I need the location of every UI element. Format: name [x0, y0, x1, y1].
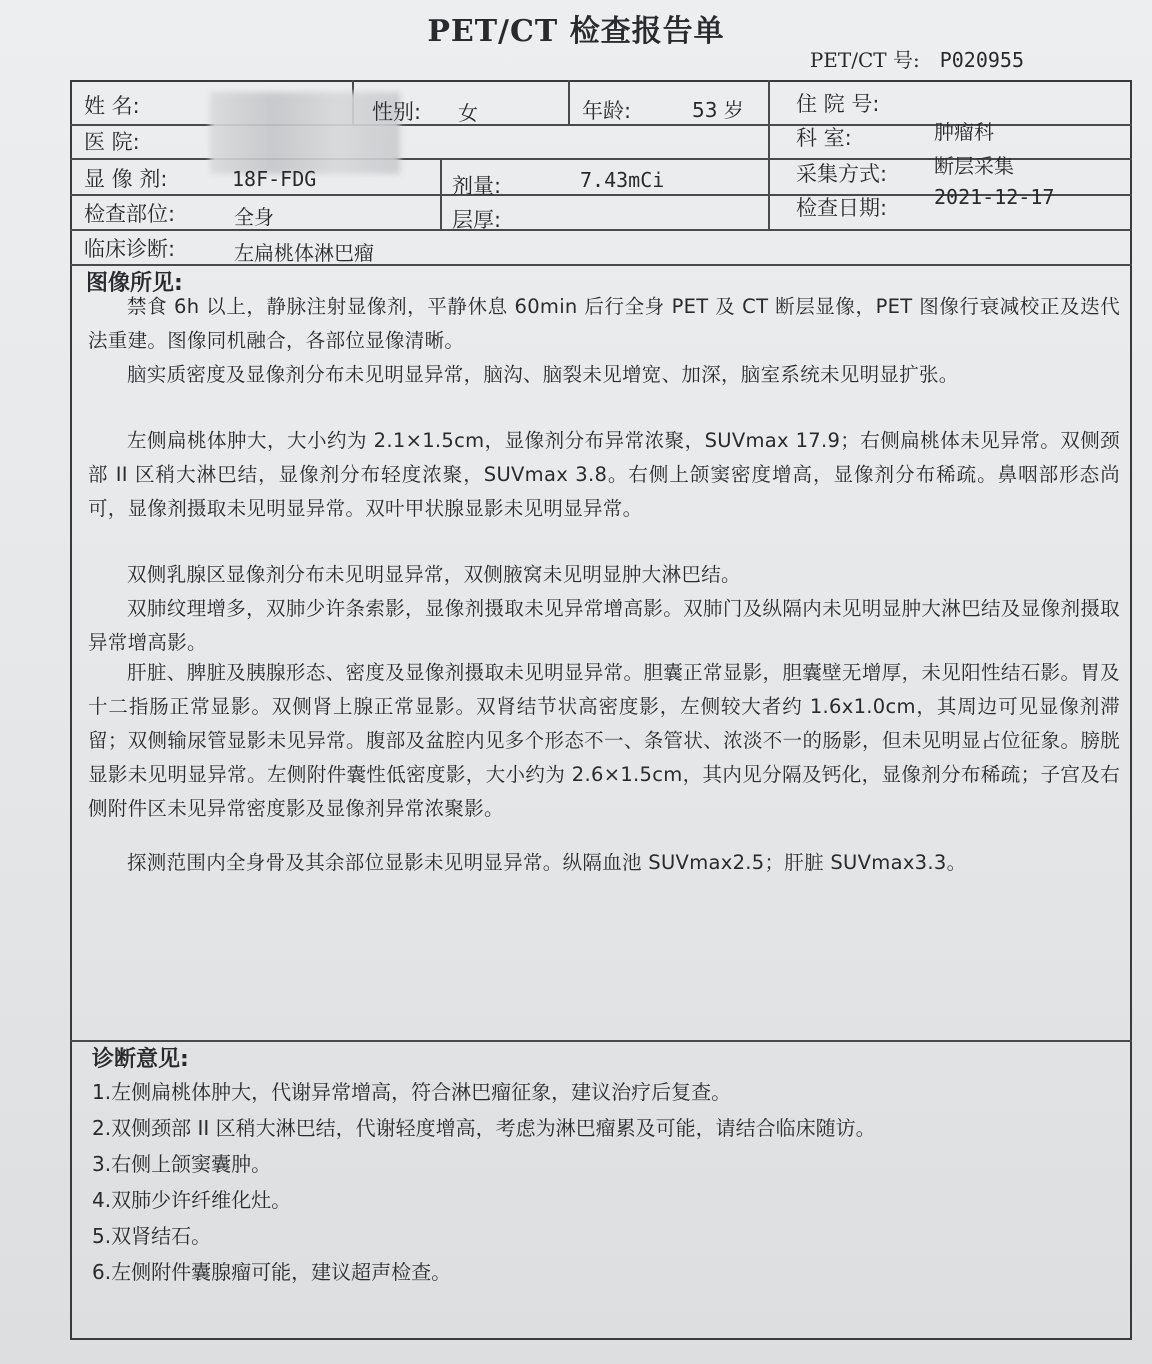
ct-number-label: PET/CT 号: — [809, 48, 920, 72]
diagnosis-item: 4.双肺少许纤维化灶。 — [92, 1188, 292, 1212]
name-label: 姓 名: — [84, 94, 140, 118]
tracer-label: 显 像 剂: — [84, 167, 168, 191]
gender-label: 性别: — [372, 100, 422, 124]
clinical-value: 左扁桃体淋巴瘤 — [234, 241, 374, 265]
diagnosis-list — [92, 1074, 1112, 1290]
acquisition-value: 断层采集 — [934, 154, 1014, 178]
inpatient-label: 住 院 号: — [796, 92, 880, 116]
age-value: 53 岁 — [692, 98, 744, 122]
hospital-label: 医 院: — [84, 130, 140, 154]
age-label: 年龄: — [582, 99, 632, 123]
site-label: 检查部位: — [84, 202, 176, 226]
grid-line — [70, 1040, 1132, 1042]
findings-paragraph: 左侧扁桃体肿大，大小约为 2.1×1.5cm，显像剂分布异常浓聚，SUVmax 17.9；右侧扁桃体未见异常。双侧颈部 II 区稍大淋巴结，显像剂分布轻度浓聚，SUVmax 3.8。右侧上颌窦密度增高，显像剂分布稀疏。鼻咽部形态尚可，显像剂摄取未见明显异常。双叶甲状腺显影未见明显异常。 — [88, 429, 1120, 520]
diagnosis-item: 1.左侧扁桃体肿大，代谢异常增高，符合淋巴瘤征象，建议治疗后复查。 — [92, 1080, 732, 1104]
ct-number-value: P020955 — [939, 48, 1024, 72]
gender-value: 女 — [458, 101, 478, 125]
grid-line — [568, 80, 570, 125]
grid-line — [70, 229, 1132, 231]
diagnosis-title: 诊断意见: — [92, 1047, 189, 1072]
dose-label: 剂量: — [452, 174, 502, 198]
diagnosis-item: 3.右侧上颌窦囊肿。 — [92, 1152, 272, 1176]
findings-paragraph: 禁食 6h 以上，静脉注射显像剂，平静休息 60min 后行全身 PET 及 CT 断层显像，PET 图像行衰减校正及迭代法重建。图像同机融合，各部位显像清晰。 — [88, 295, 1120, 352]
findings-paragraph: 探测范围内全身骨及其余部位显影未见明显异常。纵隔血池 SUVmax2.5；肝脏 SUVmax3.3。 — [127, 851, 967, 874]
findings-paragraph: 双侧乳腺区显像剂分布未见明显异常，双侧腋窝未见明显肿大淋巴结。 — [127, 563, 741, 586]
diagnosis-item: 6.左侧附件囊腺瘤可能，建议超声检查。 — [92, 1260, 452, 1284]
grid-line — [768, 80, 770, 230]
dose-value: 7.43mCi — [580, 168, 665, 192]
tracer-value: 18F-FDG — [232, 167, 317, 191]
report-title: PET/CT 检查报告单 — [427, 14, 725, 49]
grid-line — [440, 158, 442, 230]
findings-paragraph: 肝脏、脾脏及胰腺形态、密度及显像剂摄取未见明显异常。胆囊正常显影，胆囊壁无增厚，未见阳性结石影。胃及十二指肠正常显影。双侧肾上腺正常显影。双肾结节状高密度影，左侧较大者约 1.6x1.0cm，其周边可见显像剂滞留；双侧输尿管显影未见异常。腹部及盆腔内见多个形态不一、条管状、浓淡不一的肠影，但未见明显占位征象。膀胱显影未见明显异常。左侧附件囊性低密度影，大小约为 2.6×1.5cm，其内见分隔及钙化，显像剂分布稀疏；子宫及右侧附件区未见异常密度影及显像剂异常浓聚影。 — [88, 661, 1120, 820]
diagnosis-item: 2.双侧颈部 II 区稍大淋巴结，代谢轻度增高，考虑为淋巴瘤累及可能，请结合临床随访。 — [92, 1116, 876, 1140]
acquisition-label: 采集方式: — [796, 162, 888, 186]
date-label: 检查日期: — [796, 196, 888, 220]
grid-line — [70, 264, 1132, 266]
department-label: 科 室: — [796, 126, 852, 150]
findings-title: 图像所见: — [86, 271, 183, 296]
site-value: 全身 — [234, 205, 274, 229]
findings-paragraph: 双肺纹理增多，双肺少许条索影，显像剂摄取未见异常增高影。双肺门及纵隔内未见明显肿大淋巴结及显像剂摄取异常增高影。 — [88, 597, 1120, 654]
findings-paragraph: 脑实质密度及显像剂分布未见明显异常，脑沟、脑裂未见增宽、加深，脑室系统未见明显扩张。 — [127, 363, 959, 386]
ct-number — [810, 44, 1024, 73]
department-value: 肿瘤科 — [934, 120, 994, 144]
slice-label: 层厚: — [452, 208, 502, 232]
date-value: 2021-12-17 — [934, 185, 1055, 209]
clinical-label: 临床诊断: — [84, 237, 176, 261]
diagnosis-item: 5.双肾结石。 — [92, 1224, 212, 1248]
